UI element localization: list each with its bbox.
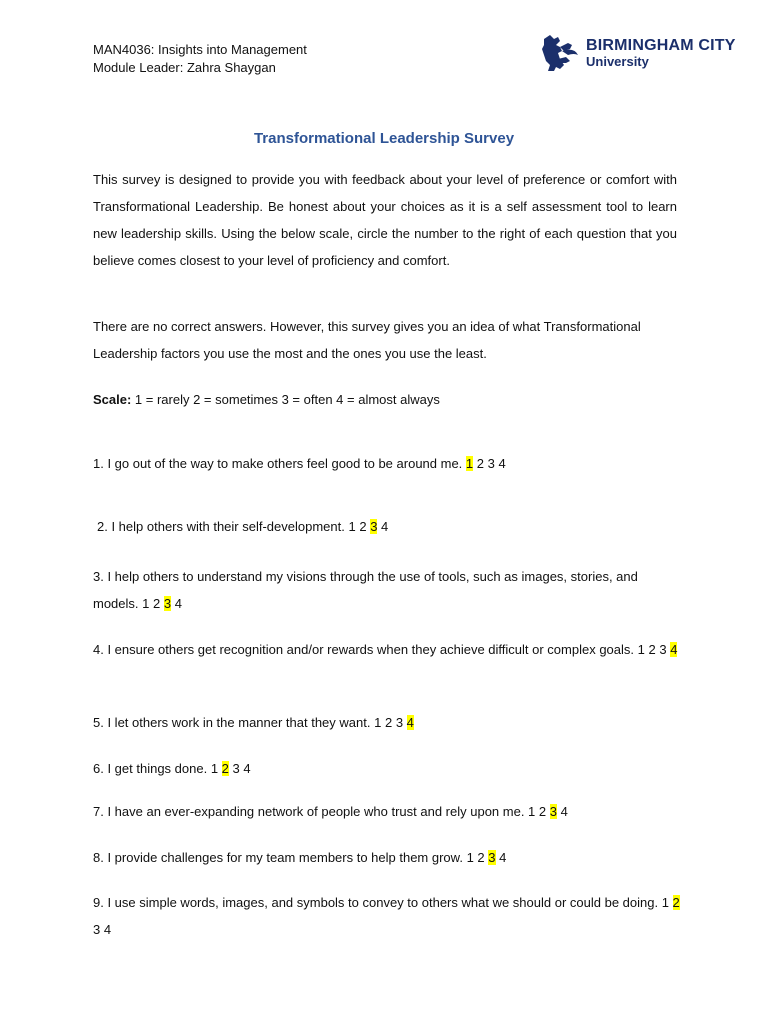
question-item (93, 709, 683, 736)
question-text: 4. I ensure others get recognition and/or rewards when they achieve difficult or complex goals. (93, 642, 638, 657)
rating-option-selected: 2 (672, 895, 680, 910)
rating-option: 3 (659, 642, 667, 657)
question-text: 5. I let others work in the manner that they want. (93, 715, 375, 730)
rating-option: 4 (498, 456, 506, 471)
question-text: 3. I help others to understand my visions through the use of tools, such as images, stories, and models. (93, 569, 638, 611)
question-item (93, 563, 683, 617)
question-text: 2. I help others with their self-development. (97, 519, 349, 534)
question-item (93, 889, 683, 943)
rating-option: 2 (476, 456, 484, 471)
survey-title: Transformational Leadership Survey (253, 130, 515, 147)
question-item (93, 755, 683, 782)
rating-option: 4 (381, 519, 389, 534)
scale-legend (93, 390, 440, 410)
rating-option-selected: 4 (670, 642, 678, 657)
rating-option: 2 (384, 715, 393, 730)
question-item (93, 450, 683, 477)
lion-crest-icon (538, 33, 582, 73)
question-item (93, 844, 683, 871)
rating-option: 1 (142, 596, 150, 611)
scale-label: Scale: (93, 392, 132, 407)
rating-option: 4 (243, 761, 251, 776)
rating-option: 2 (538, 804, 547, 819)
rating-option: 3 (395, 715, 404, 730)
rating-option: 4 (103, 922, 112, 937)
rating-option-selected: 3 (488, 850, 496, 865)
rating-option-selected: 3 (549, 804, 557, 819)
rating-option: 1 (210, 761, 219, 776)
rating-option: 1 (637, 642, 645, 657)
question-text: 6. I get things done. (93, 761, 211, 776)
rating-option: 1 (466, 850, 474, 865)
rating-option: 1 (374, 715, 382, 730)
rating-option: 2 (153, 596, 161, 611)
rating-option: 4 (560, 804, 568, 819)
rating-option: 2 (359, 519, 367, 534)
document-header (93, 41, 307, 77)
question-item (93, 636, 683, 663)
module-code: MAN4036: Insights into Management (93, 42, 307, 57)
intro-paragraph: This survey is designed to provide you with feedback about your level of preference or comfort with Transformational Leadership. Be honest about your choices as it is a self assessment tool to learn new leadership skills. Using the below scale, circle the number to the right of each question that you believe comes closest to your level of proficiency and comfort. (93, 172, 677, 268)
rating-option-selected: 2 (221, 761, 229, 776)
rating-option: 1 (348, 519, 356, 534)
question-text: 1. I go out of the way to make others feel good to be around me. (93, 456, 466, 471)
rating-option: 4 (174, 596, 182, 611)
rating-option: 3 (232, 761, 240, 776)
rating-option: 1 (661, 895, 669, 910)
scale-text: 1 = rarely 2 = sometimes 3 = often 4 = almost always (131, 392, 440, 407)
module-leader: Module Leader: Zahra Shaygan (93, 60, 276, 75)
question-text: 9. I use simple words, images, and symbols to convey to others what we should or could be doing. (93, 895, 662, 910)
rating-option-selected: 1 (465, 456, 474, 471)
rating-option: 1 (528, 804, 536, 819)
logo-text-primary: BIRMINGHAM CITY (586, 37, 736, 54)
question-text: 8. I provide challenges for my team members to help them grow. (93, 850, 467, 865)
note-paragraph: There are no correct answers. However, this survey gives you an idea of what Transformational Leadership factors you use the most and the ones you use the least. (93, 319, 641, 361)
rating-option: 3 (93, 922, 101, 937)
question-item (93, 798, 683, 825)
rating-option-selected: 3 (163, 596, 172, 611)
university-logo (538, 33, 734, 77)
logo-text-secondary: University (586, 54, 649, 69)
rating-option: 4 (499, 850, 507, 865)
question-item (97, 513, 687, 540)
rating-option-selected: 4 (406, 715, 414, 730)
rating-option-selected: 3 (370, 519, 378, 534)
rating-option: 2 (648, 642, 656, 657)
rating-option: 2 (477, 850, 485, 865)
question-text: 7. I have an ever-expanding network of people who trust and rely upon me. (93, 804, 529, 819)
rating-option: 3 (487, 456, 495, 471)
